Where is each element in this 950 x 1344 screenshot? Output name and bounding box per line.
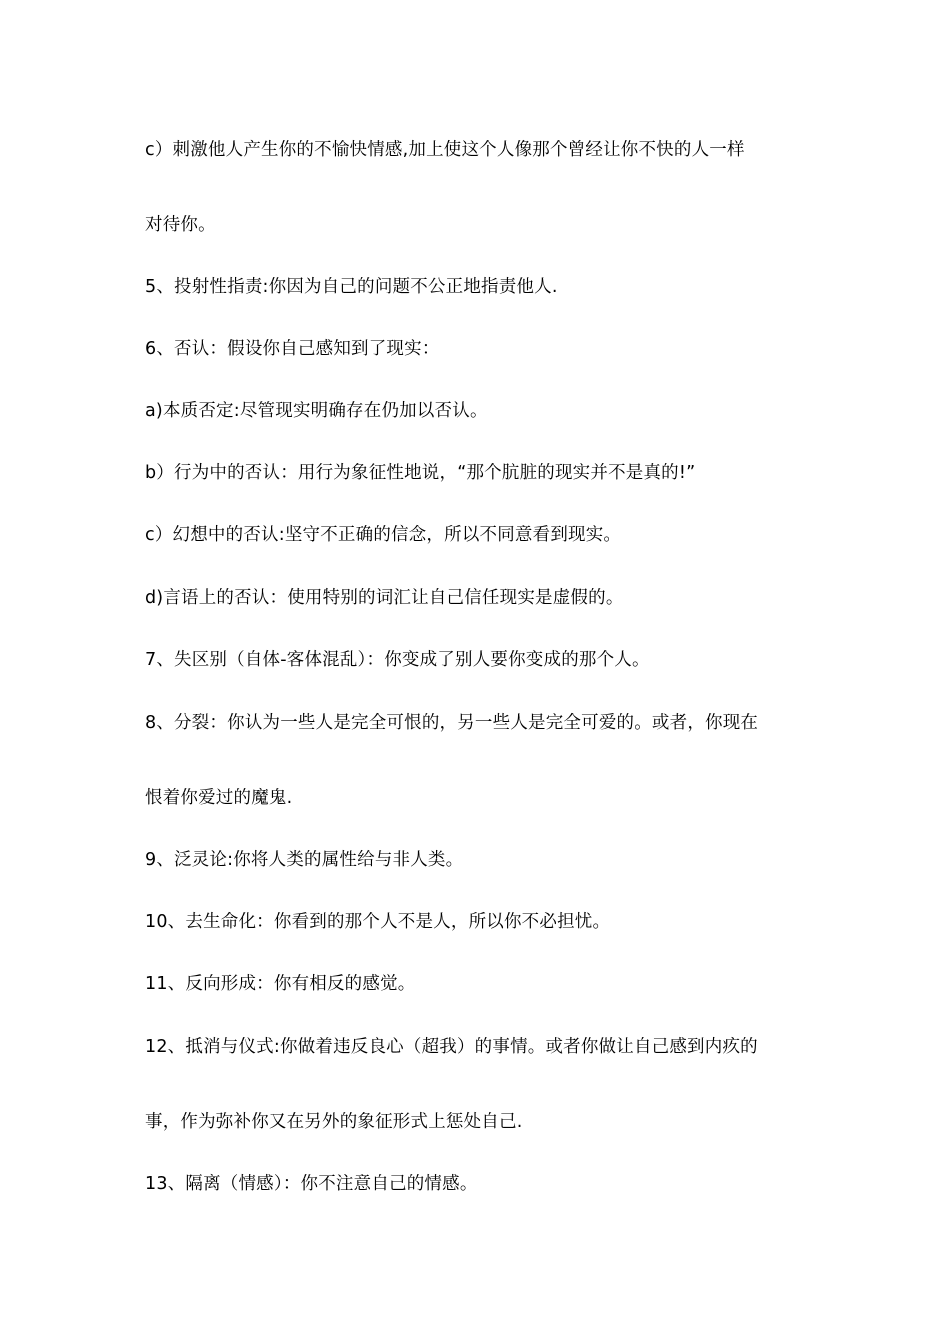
text-line-13: 10、去生命化：你看到的那个人不是人，所以你不必担忧。	[145, 912, 611, 932]
text-line-4: 6、否认：假设你自己感知到了现实：	[145, 339, 440, 359]
text-line-7: c）幻想中的否认:坚守不正确的信念，所以不同意看到现实。	[145, 525, 622, 545]
text-line-11: 恨着你爱过的魔鬼.	[145, 788, 293, 808]
text-line-14: 11、反向形成：你有相反的感觉。	[145, 974, 416, 994]
text-line-1: c）刺激他人产生你的不愉快情感,加上使这个人像那个曾经让你不快的人一样	[145, 140, 745, 160]
text-line-9: 7、失区别（自体-客体混乱）：你变成了别人要你变成的那个人。	[145, 650, 650, 670]
text-line-15: 12、抵消与仪式:你做着违反良心（超我）的事情。或者你做让自己感到内疚的	[145, 1037, 758, 1057]
text-line-5: a)本质否定:尽管现实明确存在仍加以否认。	[145, 401, 488, 421]
text-line-6: b）行为中的否认：用行为象征性地说，“那个肮脏的现实并不是真的!”	[145, 463, 696, 483]
text-line-3: 5、投射性指责:你因为自己的问题不公正地指责他人.	[145, 277, 558, 297]
text-line-8: d)言语上的否认：使用特别的词汇让自己信任现实是虚假的。	[145, 588, 624, 608]
text-line-12: 9、泛灵论:你将人类的属性给与非人类。	[145, 850, 464, 870]
text-line-2: 对待你。	[145, 215, 216, 235]
text-line-17: 13、隔离（情感）：你不注意自己的情感。	[145, 1174, 478, 1194]
text-line-10: 8、分裂：你认为一些人是完全可恨的，另一些人是完全可爱的。或者，你现在	[145, 713, 759, 733]
text-line-16: 事，作为弥补你又在另外的象征形式上惩处自己.	[145, 1112, 523, 1132]
